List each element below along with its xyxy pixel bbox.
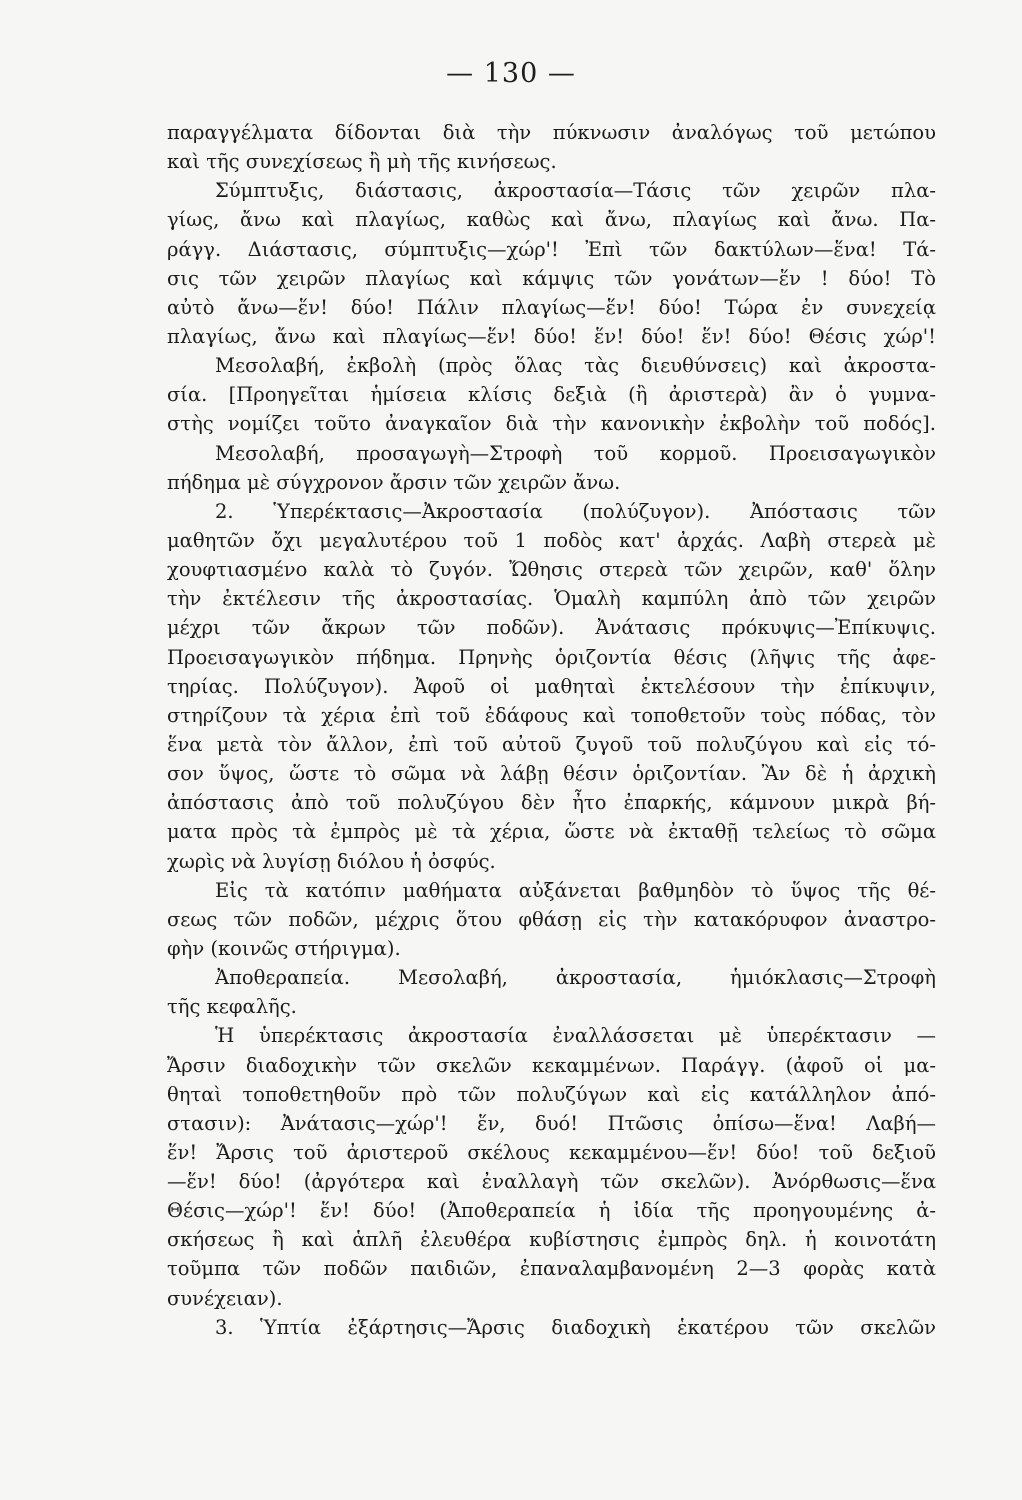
text-line: χωρὶς νὰ λυγίσῃ διόλου ἡ ὀσφύς. bbox=[167, 849, 496, 873]
text-line: φὴν (κοινῶς στήριγμα). bbox=[167, 936, 401, 960]
text-line: στασιν): Ἀνάτασις—χώρ'! ἕν, δυό! Πτῶσις ὀπίσω—ἕνα! Λαβή— bbox=[167, 1111, 936, 1135]
text-line: τῆς κεφαλῆς. bbox=[167, 995, 297, 1019]
text-line: ράγγ. Διάστασις, σύμπτυξις—χώρ'! Ἐπὶ τῶν δακτύλων—ἕνα! Τά- bbox=[167, 237, 936, 261]
text-line: Προεισαγωγικὸν πήδημα. Πρηνὴς ὁριζοντία θέσις (λῆψις τῆς ἀφε- bbox=[167, 645, 936, 669]
page-number: — 130 — bbox=[446, 58, 576, 89]
text-line: τὴν ἐκτέλεσιν τῆς ἀκροστασίας. Ὁμαλὴ καμπύλη ἀπὸ τῶν χειρῶν bbox=[167, 587, 936, 611]
text-line: πλαγίως, ἄνω καὶ πλαγίως—ἕν! δύο! ἕν! δύο! ἕν! δύο! Θέσις χώρ'! bbox=[167, 324, 936, 348]
text-line: χουφτιασμένο καλὰ τὸ ζυγόν. Ὤθησις στερεὰ τῶν χειρῶν, καθ' ὅλην bbox=[167, 558, 936, 582]
text-line: Εἰς τὰ κατόπιν μαθήματα αὐξάνεται βαθμηδὸν τὸ ὕψος τῆς θέ- bbox=[215, 878, 936, 902]
text-line: Μεσολαβή, προσαγωγὴ—Στροφὴ τοῦ κορμοῦ. Προεισαγωγικὸν bbox=[215, 441, 936, 465]
text-line: τοῦμπα τῶν ποδῶν παιδιῶν, ἐπαναλαμβανομένη 2—3 φορὰς κατὰ bbox=[167, 1257, 936, 1281]
text-line: μαθητῶν ὄχι μεγαλυτέρου τοῦ 1 ποδὸς κατ' ἀρχάς. Λαβὴ στερεὰ μὲ bbox=[167, 528, 936, 552]
text-line: τηρίας. Πολύζυγον). Ἀφοῦ οἱ μαθηταὶ ἐκτελέσουν τὴν ἐπίκυψιν, bbox=[167, 674, 936, 698]
text-line: σις τῶν χειρῶν πλαγίως καὶ κάμψις τῶν γονάτων—ἕν ! δύο! Τὸ bbox=[167, 266, 936, 290]
text-line: Ἄρσιν διαδοχικὴν τῶν σκελῶν κεκαμμένων. Παράγγ. (ἀφοῦ οἱ μα- bbox=[167, 1053, 936, 1077]
text-line: ματα πρὸς τὰ ἐμπρὸς μὲ τὰ χέρια, ὥστε νὰ ἐκταθῇ τελείως τὸ σῶμα bbox=[167, 820, 936, 844]
text-line: μέχρι τῶν ἄκρων τῶν ποδῶν). Ἀνάτασις πρόκυψις—Ἐπίκυψις. bbox=[167, 616, 936, 640]
text-line: αὐτὸ ἄνω—ἕν! δύο! Πάλιν πλαγίως—ἕν! δύο! Τώρα ἐν συνεχείᾳ bbox=[167, 295, 936, 319]
text-line: Ἀποθεραπεία. Μεσολαβή, ἀκροστασία, ἡμιόκλασις—Στροφὴ bbox=[215, 966, 936, 990]
text-line: σκήσεως ἢ καὶ ἁπλῆ ἐλευθέρα κυβίστησις ἐμπρὸς δηλ. ἡ κοινοτάτη bbox=[167, 1228, 936, 1252]
text-line: Θέσις—χώρ'! ἕν! δύο! (Ἀποθεραπεία ἡ ἰδία τῆς προηγουμένης ἀ- bbox=[167, 1199, 936, 1223]
text-line: σον ὕψος, ὥστε τὸ σῶμα νὰ λάβῃ θέσιν ὁριζοντίαν. Ἂν δὲ ἡ ἀρχικὴ bbox=[167, 762, 936, 786]
text-line: καὶ τῆς συνεχίσεως ἢ μὴ τῆς κινήσεως. bbox=[167, 150, 557, 174]
text-line: σία. [Προηγεῖται ἡμίσεια κλίσις δεξιὰ (ἢ ἀριστερὰ) ἂν ὁ γυμνα- bbox=[167, 383, 936, 407]
text-line: ἕνα μετὰ τὸν ἄλλον, ἐπὶ τοῦ αὐτοῦ ζυγοῦ τοῦ πολυζύγου καὶ εἰς τό- bbox=[167, 732, 936, 756]
text-line: Σύμπτυξις, διάστασις, ἀκροστασία—Τάσις τῶν χειρῶν πλα- bbox=[215, 179, 936, 203]
text-line: πήδημα μὲ σύγχρονον ἄρσιν τῶν χειρῶν ἄνω. bbox=[167, 470, 621, 494]
text-line: σεως τῶν ποδῶν, μέχρις ὅτου φθάσῃ εἰς τὴν κατακόρυφον ἀναστρο- bbox=[167, 907, 936, 931]
text-line: Ἡ ὑπερέκτασις ἀκροστασία ἐναλλάσσεται μὲ ὑπερέκτασιν — bbox=[215, 1024, 936, 1048]
text-line: γίως, ἄνω καὶ πλαγίως, καθὼς καὶ ἄνω, πλαγίως καὶ ἄνω. Πα- bbox=[167, 208, 936, 232]
text-line: στηρίζουν τὰ χέρια ἐπὶ τοῦ ἐδάφους καὶ τοποθετοῦν τοὺς πόδας, τὸν bbox=[167, 703, 936, 727]
body-text bbox=[167, 118, 936, 1342]
text-line: 2. Ὑπερέκτασις—Ἀκροστασία (πολύζυγον). Ἀπόστασις τῶν bbox=[215, 499, 936, 523]
text-line: —ἕν! δύο! (ἀργότερα καὶ ἐναλλαγὴ τῶν σκελῶν). Ἀνόρθωσις—ἕνα bbox=[167, 1170, 936, 1194]
text-line: Μεσολαβή, ἐκβολὴ (πρὸς ὅλας τὰς διευθύνσεις) καὶ ἀκροστα- bbox=[215, 354, 936, 378]
text-line: 3. Ὑπτία ἐξάρτησις—Ἄρσις διαδοχικὴ ἑκατέρου τῶν σκελῶν bbox=[215, 1315, 936, 1339]
text-line: συνέχειαν). bbox=[167, 1286, 283, 1310]
text-line: ἀπόστασις ἀπὸ τοῦ πολυζύγου δὲν ἦτο ἐπαρκής, κάμνουν μικρὰ βή- bbox=[167, 791, 936, 815]
text-line: θηταὶ τοποθετηθοῦν πρὸ τῶν πολυζύγων καὶ εἰς κατάλληλον ἀπό- bbox=[167, 1082, 936, 1106]
text-line: στὴς νομίζει τοῦτο ἀναγκαῖον διὰ τὴν κανονικὴν ἐκβολὴν τοῦ ποδός]. bbox=[167, 412, 936, 436]
text-line: ἕν! Ἄρσις τοῦ ἀριστεροῦ σκέλους κεκαμμένου—ἕν! δύο! τοῦ δεξιοῦ bbox=[167, 1140, 936, 1164]
text-line: παραγγέλματα δίδονται διὰ τὴν πύκνωσιν ἀναλόγως τοῦ μετώπου bbox=[167, 121, 936, 144]
